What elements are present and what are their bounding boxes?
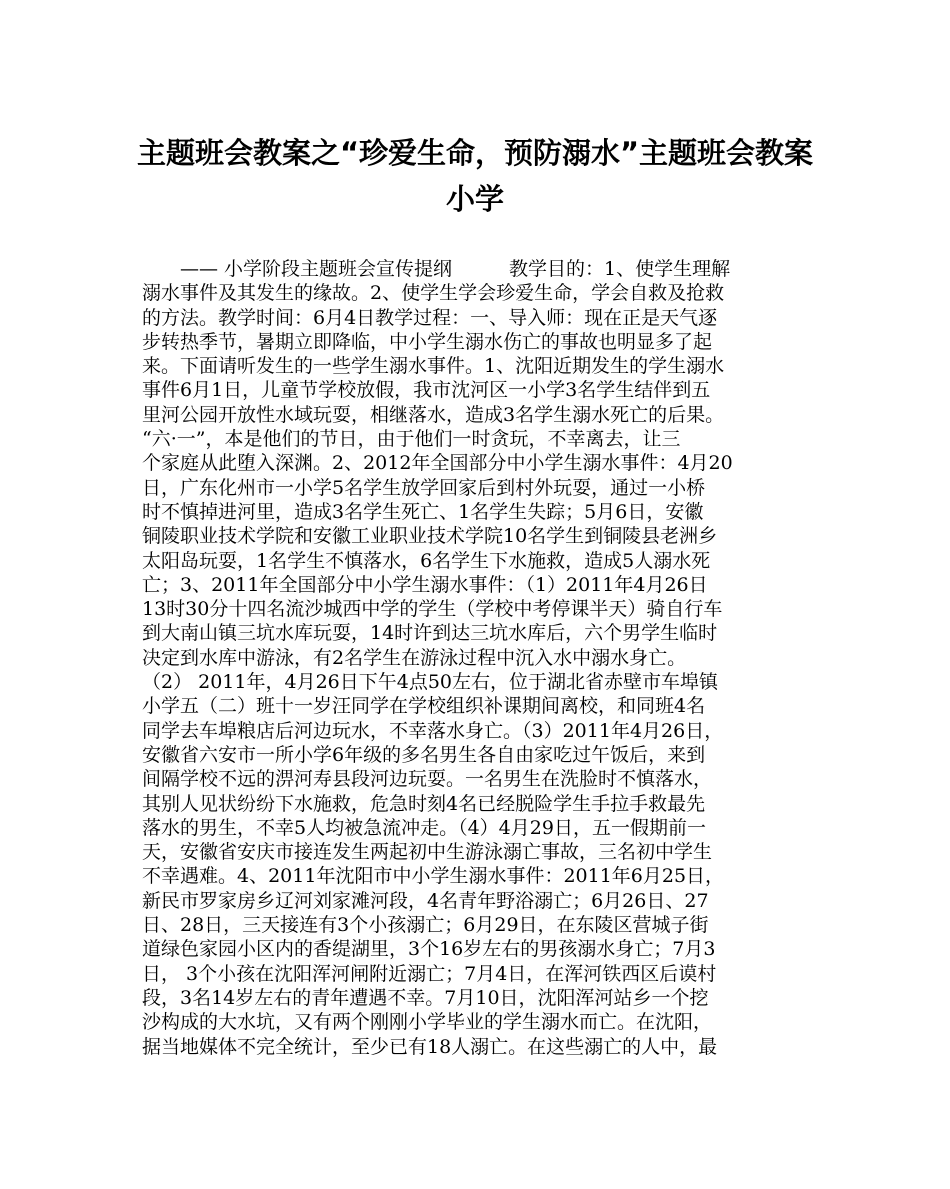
body-line: 亡；3、2011年全国部分中小学生溺水事件：（1）2011年4月26日 (142, 573, 708, 596)
body-line: 日、28日，三天接连有3个小孩溺亡；6月29日，在东陵区营城子街 (142, 914, 709, 937)
body-line: 天，安徽省安庆市接连发生两起初中生游泳溺亡事故，三名初中学生 (142, 841, 713, 864)
body-line: 的方法。教学时间：6月4日教学过程：一、导入师：现在正是天气逐 (142, 306, 718, 329)
body-line: “六·一”，本是他们的节日，由于他们一时贪玩，不幸离去，让三 (142, 428, 681, 451)
body-line: 间隔学校不远的淠河寿县段河边玩耍。一名男生在洗脸时不慎落水， (142, 768, 713, 791)
body-line: 其别人见状纷纷下水施救，危急时刻4名已经脱险学生手拉手救最先 (142, 792, 706, 815)
body-line: 落水的男生，不幸5人均被急流冲走。（4）4月29日，五一假期前一 (142, 816, 706, 839)
body-line: 里河公园开放性水域玩耍，相继落水，造成3名学生溺水死亡的后果。 (142, 403, 725, 426)
body-line: 13时30分十四名流沙城西中学的学生（学校中考停课半天）骑自行车 (142, 598, 723, 621)
body-line: 决定到水库中游泳，有2名学生在游泳过程中沉入水中溺水身亡。 (142, 646, 687, 669)
body-line: 太阳岛玩耍，1名学生不慎落水，6名学生下水施救，造成5人溺水死 (142, 549, 711, 572)
body-line: 据当地媒体不完全统计，至少已有18人溺亡。在这些溺亡的人中，最 (142, 1035, 718, 1058)
body-line: 到大南山镇三坑水库玩耍，14时许到达三坑水库后，六个男学生临时 (142, 622, 718, 645)
body-line: 安徽省六安市一所小学6年级的多名男生各自由家吃过午饭后，来到 (142, 743, 706, 766)
body-line: 新民市罗家房乡辽河刘家滩河段，4名青年野浴溺亡；6月26日、27 (142, 889, 709, 912)
document-title (120, 130, 830, 222)
body-line: 时不慎掉进河里，造成3名学生死亡、1名学生失踪；5月6日，安徽 (142, 500, 704, 523)
body-line: 来。下面请听发生的一些学生溺水事件。1、沈阳近期发生的学生溺水 (142, 355, 725, 378)
body-line: 不幸遇难。4、2011年沈阳市中小学生溺水事件：2011年6月25日， (142, 865, 725, 888)
title-line-1: 主题班会教案之“珍爱生命，预防溺水”主题班会教案 (136, 136, 814, 170)
body-line: 段，3名14岁左右的青年遭遇不幸。7月10日，沈阳浑河站乡一个挖 (142, 986, 709, 1009)
body-line: 道绿色家园小区内的香缇湖里，3个16岁左右的男孩溺水身亡；7月3 (142, 938, 716, 961)
body-line: 沙构成的大水坑，又有两个刚刚小学毕业的学生溺水而亡。在沈阳， (142, 1011, 713, 1034)
body-line: —— 小学阶段主题班会宣传提纲 教学目的：1、使学生理解 (142, 258, 731, 280)
body-line: （2） 2011年，4月26日下午4点50左右，位于湖北省赤壁市车埠镇 (142, 671, 719, 694)
document-body (142, 257, 812, 1059)
body-line: 日， 3个小孩在沈阳浑河闸附近溺亡；7月4日，在浑河铁西区后谟村 (142, 962, 717, 985)
body-line: 事件6月1日，儿童节学校放假，我市沈河区一小学3名学生结伴到五 (142, 379, 711, 402)
body-line: 同学去车埠粮店后河边玩水，不幸落水身亡。（3）2011年4月26日， (142, 719, 724, 742)
body-line: 个家庭从此堕入深渊。2、2012年全国部分中小学生溺水事件：4月20 (142, 452, 733, 475)
body-line: 日，广东化州市一小学5名学生放学回家后到村外玩耍，通过一小桥 (142, 476, 706, 499)
body-line: 小学五（二）班十一岁汪同学在学校组织补课期间离校，和同班4名 (142, 695, 706, 718)
body-line: 铜陵职业技术学院和安徽工业职业技术学院10名学生到铜陵县老洲乡 (142, 525, 718, 548)
body-line: 溺水事件及其发生的缘故。2、使学生学会珍爱生命，学会自救及抢救 (142, 282, 725, 305)
title-line-2: 小学 (445, 182, 504, 216)
body-line: 步转热季节，暑期立即降临，中小学生溺水伤亡的事故也明显多了起 (142, 330, 713, 353)
